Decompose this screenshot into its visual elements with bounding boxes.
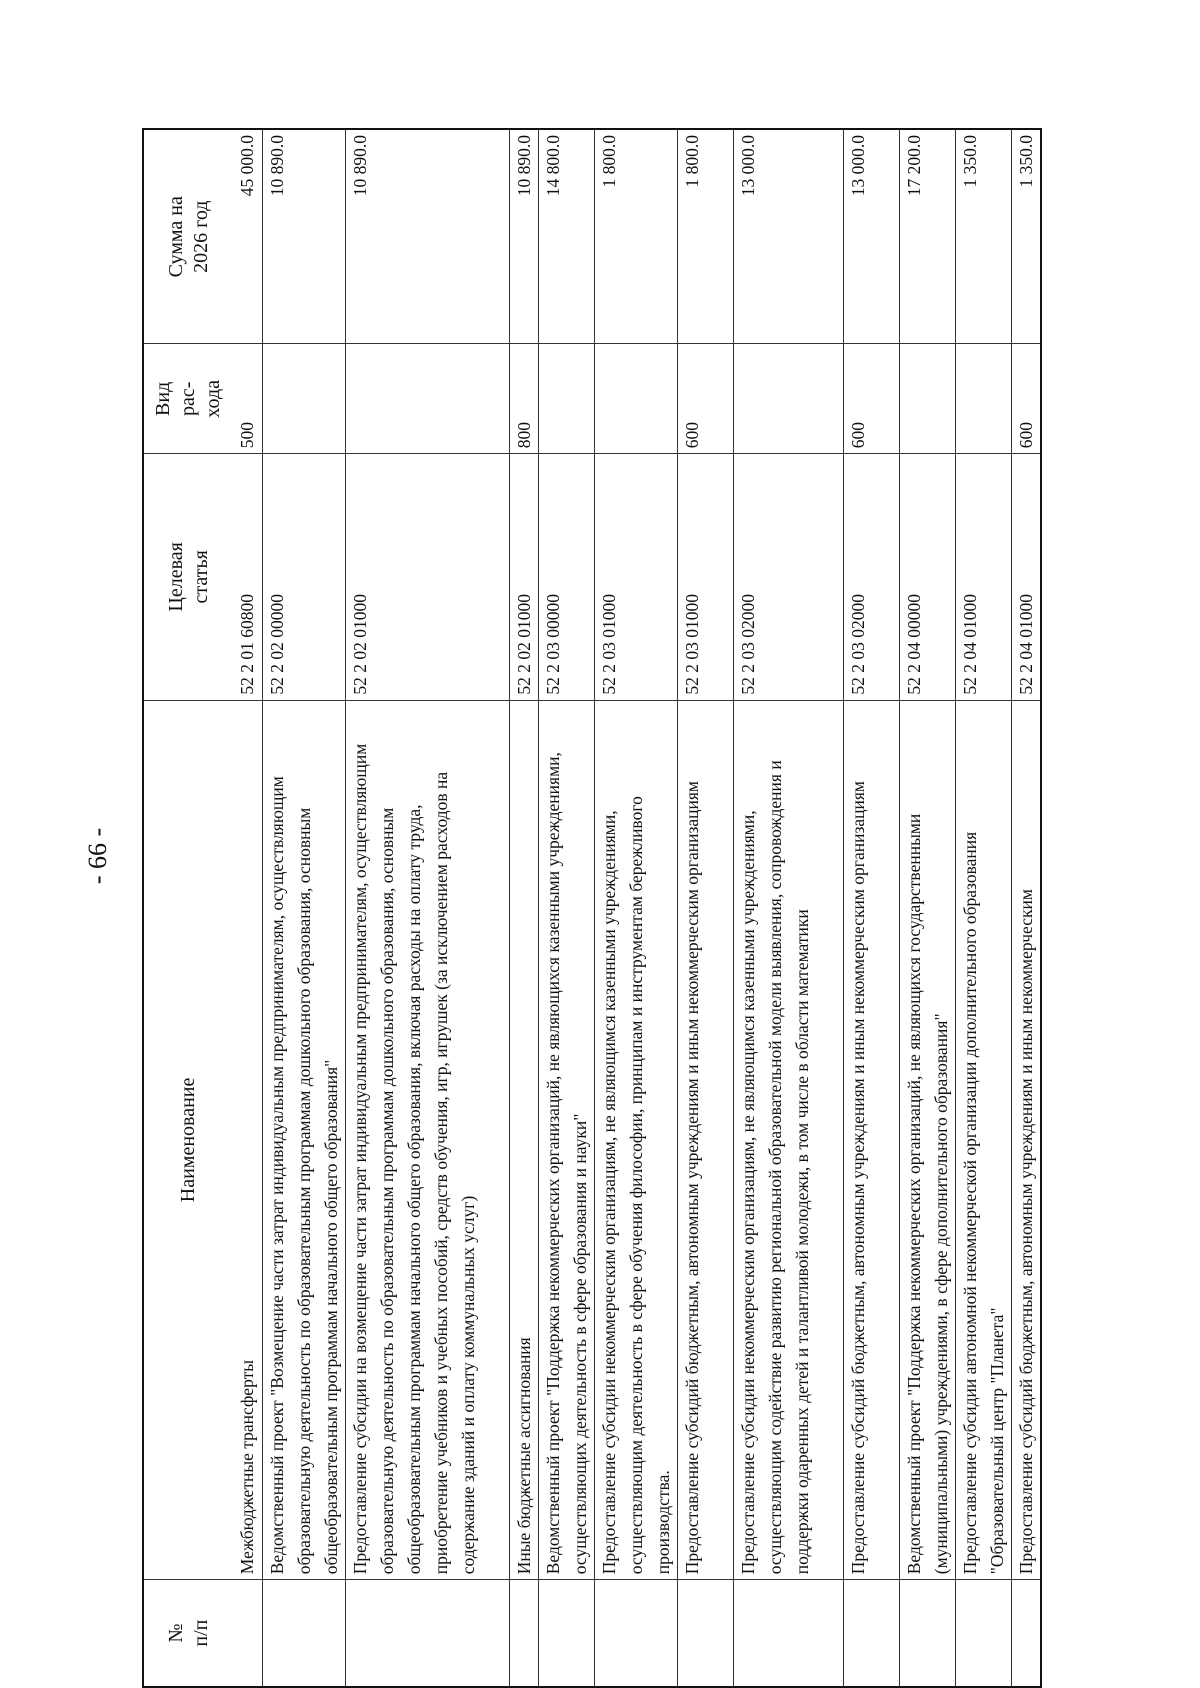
table-header-row: [144, 130, 233, 1686]
row-name-cell: Предоставление субсидии некоммерческим организациям, не являющимся казенными учреждениями, осуществляющим содействие развитию региональной образовательной модели выявления, сопровождения и поддержки одаренных детей и талантливой молодежи, в том числе в области математики: [734, 701, 843, 1581]
row-number-cell: [900, 1580, 955, 1686]
row-expense-type-cell: [539, 344, 594, 454]
header-sum-2026: Сумма на 2026 год: [144, 130, 233, 344]
row-target-article-cell: 52 2 04 01000: [956, 454, 1011, 700]
table-row: [262, 130, 345, 1686]
table-row: [677, 130, 733, 1686]
row-name-cell: Предоставление субсидий бюджетным, автономным учреждениям и иным некоммерческим организациям: [678, 701, 733, 1581]
row-name-cell: Межбюджетные трансферты: [233, 701, 262, 1581]
table-row: [233, 130, 262, 1686]
row-sum-cell: 14 800.0: [539, 130, 594, 344]
row-sum-cell: 13 000.0: [734, 130, 843, 344]
row-expense-type-cell: [595, 344, 677, 454]
row-sum-cell: 10 890.0: [510, 130, 538, 344]
row-number-cell: [678, 1580, 733, 1686]
table-row: [594, 130, 677, 1686]
row-sum-cell: 10 890.0: [346, 130, 509, 344]
row-sum-cell: 1 800.0: [595, 130, 677, 344]
table-row: [345, 130, 509, 1686]
row-expense-type-cell: 500: [233, 344, 262, 454]
row-target-article-cell: 52 2 03 01000: [678, 454, 733, 700]
row-target-article-cell: 52 2 04 00000: [900, 454, 955, 700]
row-sum-cell: 17 200.0: [900, 130, 955, 344]
row-number-cell: [233, 1580, 262, 1686]
header-target-article: Целевая статья: [144, 454, 233, 700]
row-number-cell: [956, 1580, 1011, 1686]
row-name-cell: Предоставление субсидий бюджетным, автономным учреждениям и иным некоммерческим: [1012, 701, 1040, 1581]
header-number: № п/п: [164, 1619, 212, 1647]
row-number-cell: [510, 1580, 538, 1686]
row-expense-type-cell: 600: [1012, 344, 1040, 454]
row-target-article-cell: 52 2 03 02000: [734, 454, 843, 700]
row-expense-type-cell: 600: [844, 344, 899, 454]
row-sum-cell: 13 000.0: [844, 130, 899, 344]
row-name-cell: Ведомственный проект "Поддержка некоммерческих организаций, не являющихся государственными (муниципальными) учреждениями, в сфере дополнительного образования": [900, 701, 955, 1581]
row-target-article-cell: 52 2 02 01000: [510, 454, 538, 700]
row-expense-type-cell: [956, 344, 1011, 454]
row-target-article-cell: 52 2 03 01000: [595, 454, 677, 700]
row-name-cell: Предоставление субсидии на возмещение части затрат индивидуальным предпринимателям, осуществляющим образовательную деятельность по образовательным программам дошкольного образования, основным общеобразовательным программам начального общего образования, включая расходы на оплату труда, приобретение учебников и учебных пособий, средств обучения, игр, игрушек (за исключением расходов на содержание зданий и оплату коммунальных услуг): [346, 701, 509, 1581]
row-target-article-cell: 52 2 03 00000: [539, 454, 594, 700]
row-sum-cell: 1 800.0: [678, 130, 733, 344]
row-expense-type-cell: [263, 344, 345, 454]
row-number-cell: [263, 1580, 345, 1686]
table-row: [538, 130, 594, 1686]
row-target-article-cell: 52 2 02 00000: [263, 454, 345, 700]
row-expense-type-cell: [734, 344, 843, 454]
table-row: [899, 130, 955, 1686]
row-name-cell: Предоставление субсидии некоммерческим организациям, не являющимся казенными учреждениями, осуществляющим деятельность в сфере обучения философии, принципам и инструментам бережливого производства.: [595, 701, 677, 1581]
row-number-cell: [734, 1580, 843, 1686]
row-number-cell: [346, 1580, 509, 1686]
row-expense-type-cell: [346, 344, 509, 454]
row-sum-cell: 10 890.0: [263, 130, 345, 344]
row-expense-type-cell: [900, 344, 955, 454]
header-name: Наименование: [144, 701, 233, 1581]
header-expense-type: Вид рас- хода: [144, 344, 233, 454]
table-row: [733, 130, 843, 1686]
row-name-cell: Предоставление субсидий бюджетным, автономным учреждениям и иным некоммерческим организациям: [844, 701, 899, 1581]
row-target-article-cell: 52 2 03 02000: [844, 454, 899, 700]
row-number-cell: [844, 1580, 899, 1686]
row-number-cell: [539, 1580, 594, 1686]
row-target-article-cell: 52 2 02 01000: [346, 454, 509, 700]
page-number: - 66 -: [83, 827, 112, 885]
table-body: [233, 130, 1040, 1686]
row-name-cell: Иные бюджетные ассигнования: [510, 701, 538, 1581]
table-row: [509, 130, 538, 1686]
row-sum-cell: 1 350.0: [1012, 130, 1040, 344]
row-expense-type-cell: 600: [678, 344, 733, 454]
row-expense-type-cell: 800: [510, 344, 538, 454]
table-row: [1011, 130, 1040, 1686]
budget-table: [142, 128, 1042, 1688]
row-name-cell: Ведомственный проект "Возмещение части затрат индивидуальным предпринимателям, осуществляющим образовательную деятельность по образовательным программам дошкольного образования, основным общеобразовательным программам начального общего образования": [263, 701, 345, 1581]
row-number-cell: [595, 1580, 677, 1686]
row-target-article-cell: 52 2 01 60800: [233, 454, 262, 700]
row-name-cell: Предоставление субсидии автономной некоммерческой организации дополнительного образования "Образовательный центр "Планета": [956, 701, 1011, 1581]
table-row: [955, 130, 1011, 1686]
table-row: [843, 130, 899, 1686]
row-name-cell: Ведомственный проект "Поддержка некоммерческих организаций, не являющихся казенными учреждениями, осуществляющих деятельность в сфере образования и науки": [539, 701, 594, 1581]
row-sum-cell: 45 000.0: [233, 130, 262, 344]
row-number-cell: [1012, 1580, 1040, 1686]
row-sum-cell: 1 350.0: [956, 130, 1011, 344]
row-target-article-cell: 52 2 04 01000: [1012, 454, 1040, 700]
